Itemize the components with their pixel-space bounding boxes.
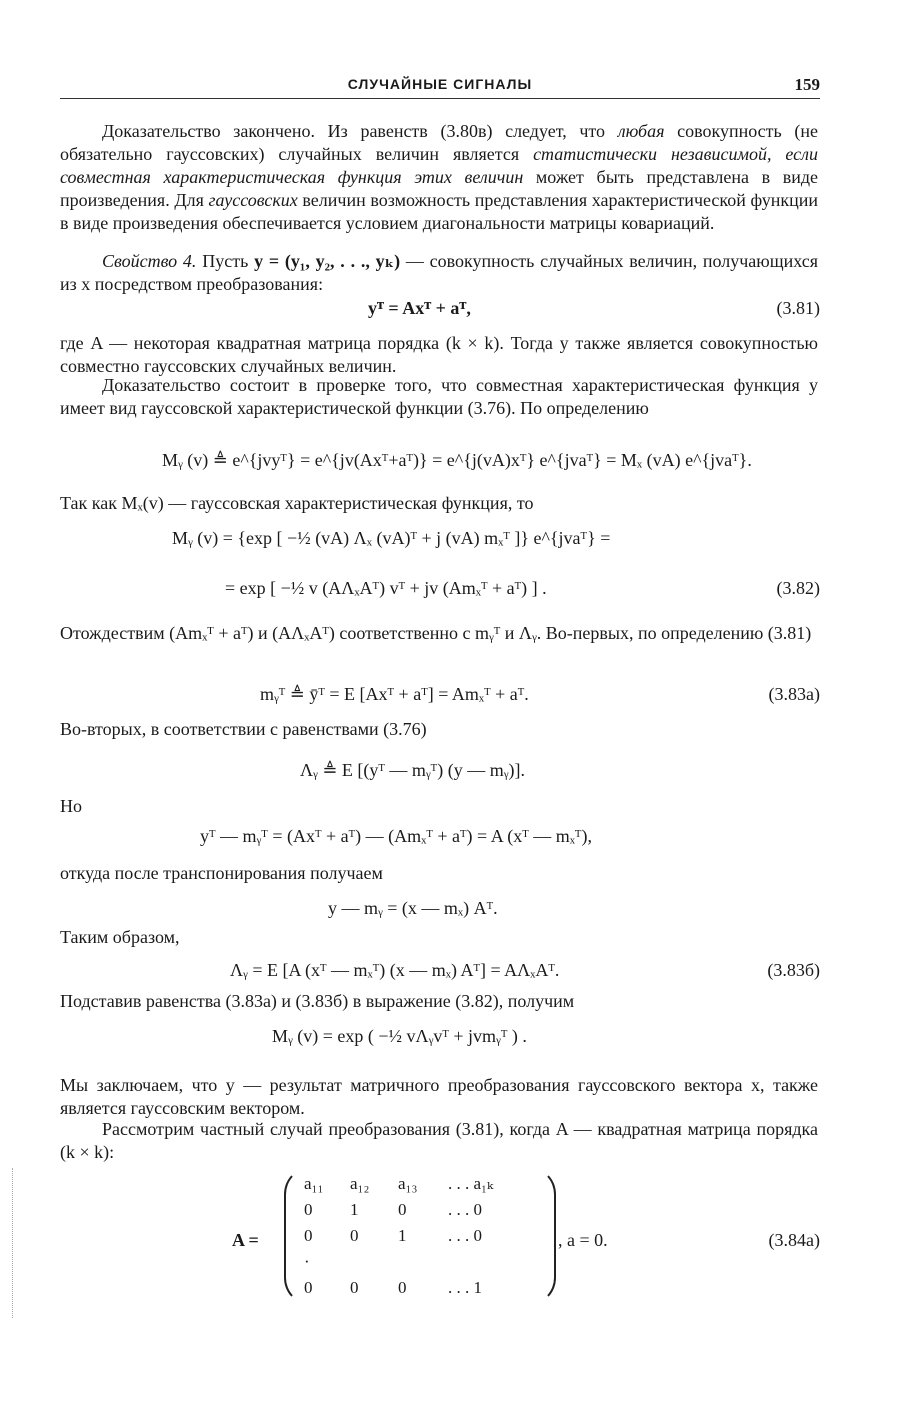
matrix-grid [304, 1172, 534, 1299]
matrix-cell: 0 [304, 1200, 313, 1219]
paragraph-conclusion: Мы заключаем, что y — результат матричного преобразования гауссовского вектора x, также является гауссовским вектором. [60, 1075, 818, 1118]
equation-number: (3.84a) [768, 1230, 820, 1250]
matrix-cell: 0 [350, 1226, 359, 1245]
matrix-cell: a₁₂ [350, 1174, 370, 1193]
matrix-label: A = [232, 1230, 259, 1250]
equation-3-81 [60, 298, 820, 328]
equation-body: y — mᵧ = (x — mₓ) Aᵀ. [328, 898, 498, 918]
equation-body: mᵧᵀ ≜ ȳᵀ = E [Axᵀ + aᵀ] = Amₓᵀ + aᵀ. [260, 684, 529, 704]
equation-body: Mᵧ (v) = {exp [ −½ (vA) Λₓ (vA)ᵀ + j (vA) mₓᵀ ]} e^{jvaᵀ} = [172, 528, 611, 548]
p1-italic-b: любая [617, 121, 665, 141]
equation-3-82-line1 [60, 528, 820, 558]
p1-italic-d: статистически независимой, если совместная характеристическая функция этих величин [60, 144, 818, 187]
equation-lambda-y [60, 760, 820, 790]
matrix-cell: 1 [350, 1200, 359, 1219]
matrix-tail: , a = 0. [558, 1230, 608, 1250]
matrix-cell: 0 [398, 1278, 407, 1297]
equation-transposed [60, 898, 820, 928]
equation-body: yᵀ — mᵧᵀ = (Axᵀ + aᵀ) — (Amₓᵀ + aᵀ) = A (xᵀ — mₓᵀ), [200, 826, 592, 846]
equation-body: yᵀ = Axᵀ + aᵀ, [368, 298, 471, 318]
equation-3-83a [60, 684, 820, 714]
paragraph-but: Но [60, 796, 82, 816]
paragraph-proof-end [60, 120, 818, 235]
right-parenthesis [532, 1168, 556, 1304]
p1-text-c: совокупность (не обязательно гауссовских) случайных величин является [60, 121, 818, 164]
matrix-cell [350, 1250, 398, 1273]
equation-difference [60, 826, 820, 856]
matrix-cell [398, 1250, 448, 1273]
matrix-cell: a₁₁ [304, 1174, 324, 1193]
paragraph-secondly: Во-вторых, в соответствии с равенствами (3.76) [60, 719, 427, 739]
paragraph-special-case: Рассмотрим частный случай преобразования (3.81), когда A — квадратная матрица порядка (k × k): [60, 1119, 818, 1162]
equation-body: = exp [ −½ v (AΛₓAᵀ) vᵀ + jv (Amₓᵀ + aᵀ) ] . [225, 578, 547, 598]
equation-number: (3.82) [776, 578, 820, 598]
p1-text-a: Доказательство закончено. Из равенств (3.80в) следует, что [102, 121, 618, 141]
equation-3-82-line2 [60, 578, 820, 608]
matrix-cell: 1 [398, 1226, 407, 1245]
matrix-cell: · [304, 1252, 310, 1271]
p2-text-b: Пусть [196, 251, 255, 271]
paragraph-matrix-A: где A — некоторая квадратная матрица порядка (k × k). Тогда y также является совокупностью совместно гауссовских случайных величин. [60, 333, 818, 376]
matrix-cell: . . . 0 [448, 1226, 482, 1245]
matrix-cell [448, 1250, 528, 1273]
equation-final-cf [60, 1026, 820, 1056]
margin-scan-line [12, 1168, 14, 1318]
matrix-cell: . . . 0 [448, 1200, 482, 1219]
running-head [60, 74, 820, 99]
equation-number: (3.83б) [767, 960, 820, 980]
equation-definition [60, 450, 820, 480]
matrix-cell: 0 [304, 1278, 313, 1297]
matrix-cell: 0 [398, 1200, 407, 1219]
p1-text-g: величин возможность представления характеристической функции в виде произведения обеспечивается условием диагональности матрицы ковариаций. [60, 190, 818, 233]
p2-text-d: — совокупность случайных величин, получающихся из x посредством преобразования: [60, 251, 818, 294]
equation-body: Λᵧ ≜ E [(yᵀ — mᵧᵀ) (y — mᵧ)]. [300, 760, 525, 780]
matrix-cell: 0 [350, 1278, 359, 1297]
running-title: СЛУЧАЙНЫЕ СИГНАЛЫ [347, 76, 533, 92]
equation-3-83b [60, 960, 820, 990]
equation-body: Λᵧ = E [A (xᵀ — mₓᵀ) (x — mₓ) Aᵀ] = AΛₓAᵀ. [230, 960, 560, 980]
paragraph-identify: Отождествим (Amₓᵀ + aᵀ) и (AΛₓAᵀ) соответственно с mᵧᵀ и Λᵧ. Во-первых, по определению (3.81) [60, 623, 812, 643]
matrix-cell: 0 [304, 1226, 313, 1245]
paragraph-thus: Таким образом, [60, 927, 180, 947]
paragraph-substitute: Подставив равенства (3.83а) и (3.83б) в выражение (3.82), получим [60, 991, 575, 1011]
p1-italic-f: гауссовских [208, 190, 298, 210]
paragraph-property-4 [60, 250, 818, 296]
equation-body: Mᵧ (v) = exp ( −½ vΛᵧvᵀ + jvmᵧᵀ ) . [272, 1026, 527, 1046]
equation-body: Mᵧ (v) ≜ e^{jvyᵀ} = e^{jv(Axᵀ+aᵀ)} = e^{j(vA)xᵀ} e^{jvaᵀ} = Mₓ (vA) e^{jvaᵀ}. [162, 450, 752, 470]
paragraph-gaussian-cf: Так как Mₓ(v) — гауссовская характеристическая функция, то [60, 493, 534, 513]
matrix-equation-3-84a [232, 1168, 832, 1308]
paragraph-proof: Доказательство состоит в проверке того, что совместная характеристическая функция y имеет вид гауссовской характеристической функции (3.76). По определению [60, 375, 818, 418]
page-number: 159 [794, 75, 820, 94]
matrix-cell: . . . 1 [448, 1278, 482, 1297]
p1-text-e: может быть представлена в виде произведения. Для [60, 167, 818, 210]
matrix-cell: a₁₃ [398, 1174, 418, 1193]
matrix-cell: . . . a₁ₖ [448, 1174, 494, 1193]
p2-vector-y: y = (y₁, y₂, . . ., yₖ) [254, 251, 401, 271]
equation-number: (3.83a) [768, 684, 820, 704]
equation-number: (3.81) [776, 298, 820, 318]
paragraph-transpose: откуда после транспонирования получаем [60, 863, 383, 883]
property-label: Свойство 4. [102, 251, 197, 271]
